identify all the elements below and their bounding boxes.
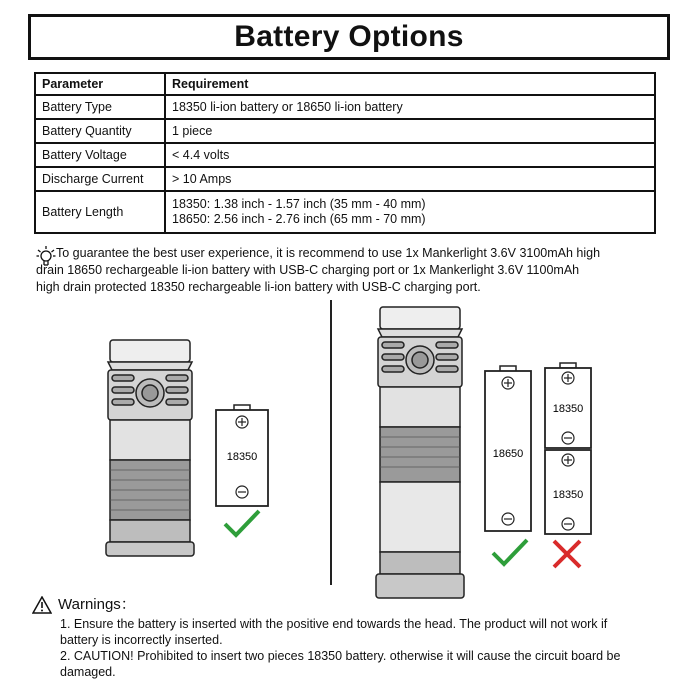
battery-18650-right [482, 365, 534, 535]
tip-line: high drain protected 18350 rechargeable li-ion battery with USB-C charging port. [36, 280, 481, 294]
table-row [35, 95, 655, 119]
page-title: Battery Options [234, 20, 464, 53]
check-mark-icon [222, 508, 262, 540]
length-18650: 18650: 2.56 inch - 2.76 inch (65 mm - 70 mm) [172, 212, 426, 226]
warning-line: battery is incorrectly inserted. [60, 633, 223, 647]
table-row [35, 143, 655, 167]
row-requirement: < 4.4 volts [165, 143, 655, 167]
warnings-section [32, 596, 682, 680]
section-divider [330, 300, 332, 585]
header-requirement: Requirement [165, 73, 655, 95]
row-parameter: Battery Voltage [35, 143, 165, 167]
row-requirement [165, 191, 655, 233]
battery-label: 18350 [552, 403, 584, 415]
row-requirement: > 10 Amps [165, 167, 655, 191]
table-row [35, 167, 655, 191]
row-parameter: Battery Length [35, 191, 165, 233]
battery-label: 18350 [226, 451, 258, 463]
row-requirement: 18350 li-ion battery or 18650 li-ion battery [165, 95, 655, 119]
battery-label: 18650 [492, 448, 524, 460]
warning-triangle-icon [32, 596, 52, 614]
tip-paragraph [36, 245, 676, 296]
warning-item-1 [32, 616, 682, 648]
cross-mark-icon [550, 538, 584, 570]
row-requirement: 1 piece [165, 119, 655, 143]
warning-line: 1. Ensure the battery is inserted with the positive end towards the head. The product will not work if [60, 617, 608, 631]
warnings-title: Warnings： [58, 596, 136, 613]
spec-table [34, 72, 656, 234]
warning-line: damaged. [60, 665, 116, 679]
warning-item-2 [32, 648, 682, 680]
tip-line: To guarantee the best user experience, it is recommend to use 1x Mankerlight 3.6V 3100mAh high [56, 246, 601, 260]
lightbulb-icon [36, 245, 56, 267]
table-row [35, 119, 655, 143]
table-row [35, 191, 655, 233]
check-mark-icon [490, 537, 530, 569]
title-box [28, 14, 670, 60]
battery-18350-double [542, 362, 594, 538]
row-parameter: Battery Quantity [35, 119, 165, 143]
flashlight-long-illustration [370, 305, 470, 605]
row-parameter: Discharge Current [35, 167, 165, 191]
warning-line: 2. CAUTION! Prohibited to insert two pieces 18350 battery. otherwise it will cause the circuit board be [60, 649, 621, 663]
tip-line: drain 18650 rechargeable li-ion battery with USB-C charging port or 1x Mankerlight 3.6V 1100mAh [36, 263, 580, 277]
length-18350: 18350: 1.38 inch - 1.57 inch (35 mm - 40 mm) [172, 197, 426, 211]
table-header-row [35, 73, 655, 95]
row-parameter: Battery Type [35, 95, 165, 119]
battery-18350-left [212, 404, 272, 508]
battery-label: 18350 [552, 489, 584, 501]
warnings-heading [32, 596, 682, 614]
header-parameter: Parameter [35, 73, 165, 95]
flashlight-short-illustration [100, 335, 200, 560]
